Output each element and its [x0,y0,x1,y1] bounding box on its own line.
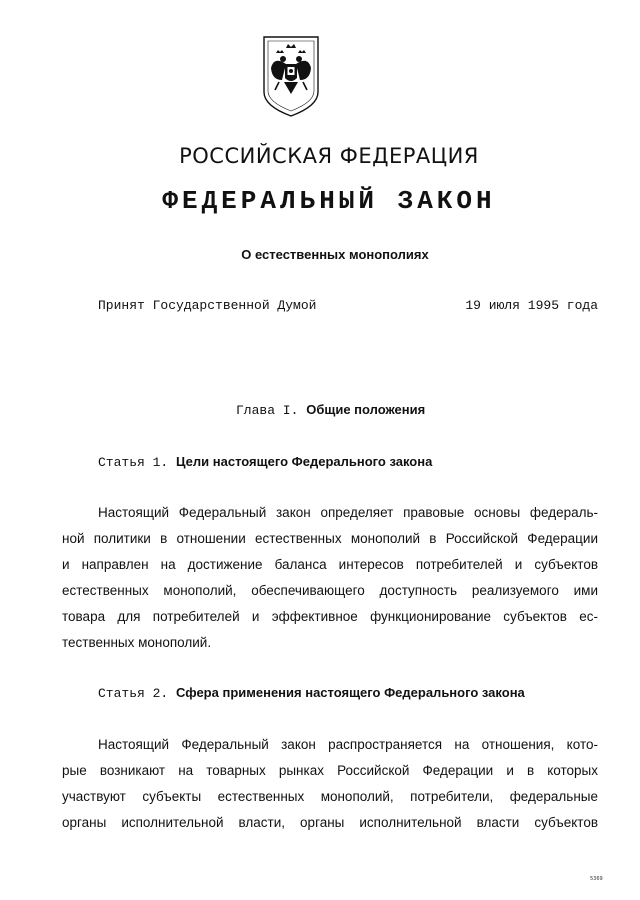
adoption-date: 19 июля 1995 года [465,298,598,313]
chapter-heading [236,402,425,418]
article-2-heading [98,685,525,701]
article-2-text [62,732,598,836]
country-heading: РОССИЙСКАЯ ФЕДЕРАЦИЯ [179,144,479,168]
paragraph-line: Настоящий Федеральный закон определяет правовые основы федераль- [98,505,598,520]
paragraph-line: товара для потребителей и эффективное функционирование субъектов ес- [62,609,598,624]
paragraph-line: Настоящий Федеральный закон распространяется на отношения, кото- [98,737,598,752]
paragraph-line: тественных монополий. [62,635,212,650]
paragraph-line: естественных монополий, обеспечивающего доступность реализуемого ими [62,583,598,598]
chapter-name: Общие положения [306,402,426,417]
article-1-name: Цели настоящего Федерального закона [176,454,433,469]
article-2-prefix: Статья 2. [98,686,169,701]
paragraph-line: участвуют субъекты естественных монополий, потребители, федеральные [62,789,598,804]
coat-of-arms-emblem [262,34,320,118]
paragraph-line: ной политики в отношении естественных монополий в Российской Федерации [62,531,598,546]
adopted-by-text: Принят Государственной Думой [98,298,317,313]
paragraph-line: и направлен на достижение баланса интересов потребителей и субъектов [62,557,598,572]
article-1-text [62,500,598,656]
adoption-row [98,298,598,313]
document-type-heading: ФЕДЕРАЛЬНЫЙ ЗАКОН [162,186,496,216]
article-1-heading [98,454,432,470]
article-1-prefix: Статья 1. [98,455,169,470]
paragraph-line: органы исполнительной власти, органы исполнительной власти субъектов [62,815,598,830]
law-title: О естественных монополиях [241,247,429,262]
page-number: 5369 [590,876,603,882]
chapter-prefix: Глава I. [236,403,299,418]
article-2-name: Сфера применения настоящего Федерального закона [176,685,525,700]
paragraph-line: рые возникают на товарных рынках Российской Федерации и в которых [62,763,598,778]
